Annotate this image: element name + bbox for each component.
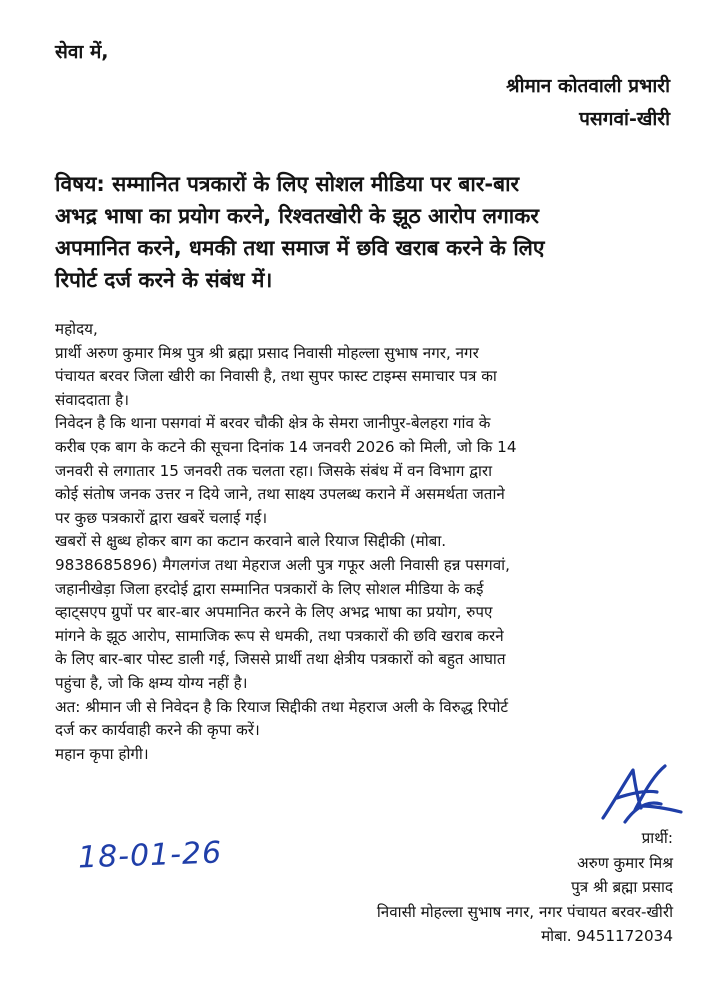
body-line: संवाददाता है। <box>55 390 129 409</box>
body-line: जनवरी से लगातार 15 जनवरी तक चलता रहा। जिसके संबंध में वन विभाग द्वारा <box>55 461 493 480</box>
subject <box>55 168 675 296</box>
body-line: व्हाट्सएप ग्रुपों पर बार-बार अपमानित करने के लिए अभद्र भाषा का प्रयोग, रुपए <box>55 603 493 622</box>
subject-line: रिपोर्ट दर्ज करने के संबंध में। <box>55 268 273 292</box>
sender-label: प्रार्थी: <box>641 829 673 847</box>
body-line: अत: श्रीमान जी से निवेदन है कि रियाज सिद्दीकी तथा मेहराज अली के विरुद्ध रिपोर्ट <box>55 697 509 716</box>
salutation: सेवा में, <box>55 41 109 63</box>
recipient-title: श्रीमान कोतवाली प्रभारी <box>506 75 670 97</box>
sender-block <box>377 826 673 949</box>
subject-line: विषय: सम्मानित पत्रकारों के लिए सोशल मीडिया पर बार-बार <box>55 172 520 196</box>
sender-parent: पुत्र श्री ब्रह्मा प्रसाद <box>571 878 673 897</box>
body-line: प्रार्थी अरुण कुमार मिश्र पुत्र श्री ब्रह्मा प्रसाद निवासी मोहल्ला सुभाष नगर, नगर <box>55 343 479 362</box>
body-greeting: महोदय, <box>55 320 98 338</box>
body-line: कोई संतोष जनक उत्तर न दिये जाने, तथा साक्ष्य उपलब्ध कराने में असमर्थता जताने <box>55 485 505 504</box>
body-line: निवेदन है कि थाना पसगवां में बरवर चौकी क्षेत्र के सेमरा जानीपुर-बेलहरा गांव के <box>55 414 491 433</box>
recipient-location: पसगवां-खीरी <box>579 108 670 130</box>
body-line: पंचायत बरवर जिला खीरी का निवासी है, तथा सुपर फास्ट टाइम्स समाचार पत्र का <box>55 367 497 386</box>
body-line: मांगने के झूठ आरोप, सामाजिक रूप से धमकी, तथा पत्रकारों की छवि खराब करने <box>55 626 504 645</box>
signature <box>595 760 685 830</box>
letter-body <box>55 318 695 766</box>
handwritten-date: 18-01-26 <box>77 835 223 876</box>
body-line: करीब एक बाग के कटने की सूचना दिनांक 14 जनवरी 2026 को मिली, जो कि 14 <box>55 437 517 456</box>
body-line: के लिए बार-बार पोस्ट डाली गई, जिससे प्रार्थी तथा क्षेत्रीय पत्रकारों को बहुत आघात <box>55 650 506 669</box>
subject-line: अपमानित करने, धमकी तथा समाज में छवि खराब करने के लिए <box>55 236 545 260</box>
recipient-block <box>506 70 670 136</box>
body-line: जहानीखेड़ा जिला हरदोई द्वारा सम्मानित पत्रकारों के लिए सोशल मीडिया के कई <box>55 579 484 598</box>
body-line: दर्ज कर कार्यवाही करने की कृपा करें। <box>55 721 260 740</box>
body-line: 9838685896) मैगलगंज तथा मेहराज अली पुत्र गफूर अली निवासी हन्न पसगवां, <box>55 555 510 574</box>
body-line: खबरों से क्षुब्ध होकर बाग का कटान करवाने बाले रियाज सिद्दीकी (मोबा. <box>55 532 447 551</box>
sender-name: अरुण कुमार मिश्र <box>577 853 673 872</box>
body-line: पर कुछ पत्रकारों द्वारा खबरें चलाई गई। <box>55 508 268 527</box>
body-closing: महान कृपा होगी। <box>55 744 149 763</box>
body-line: पहुंचा है, जो कि क्षम्य योग्य नहीं है। <box>55 673 248 692</box>
subject-line: अभद्र भाषा का प्रयोग करने, रिश्वतखोरी के झूठ आरोप लगाकर <box>55 204 539 228</box>
sender-mobile: मोबा. 9451172034 <box>541 927 673 946</box>
sender-address: निवासी मोहल्ला सुभाष नगर, नगर पंचायत बरवर-खीरी <box>376 902 673 921</box>
